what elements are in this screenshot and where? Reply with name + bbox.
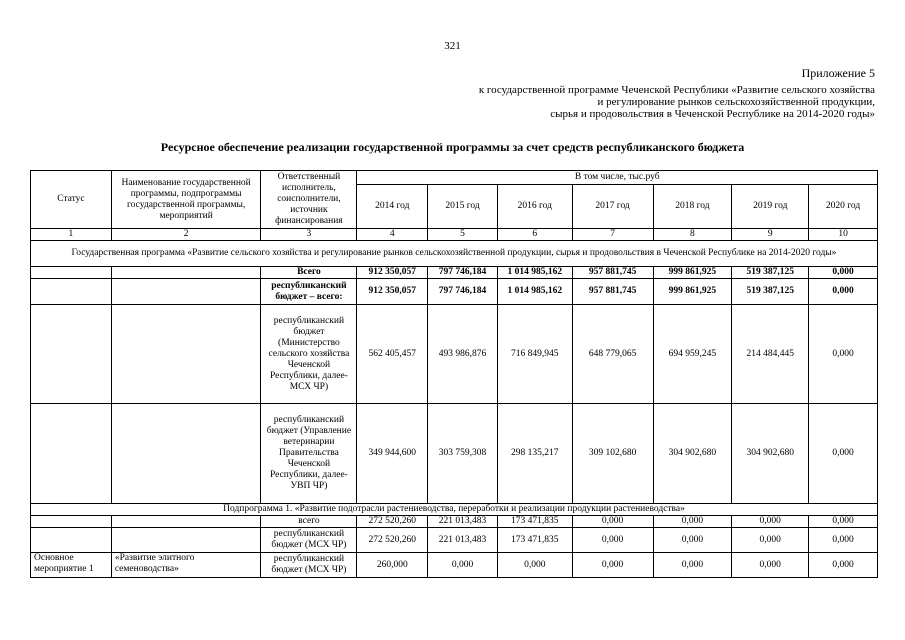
value-cell: 0,000: [809, 528, 878, 553]
header-executor: Ответственный исполнитель, соисполнители, источник финансирования: [261, 171, 357, 229]
value-cell: 0,000: [653, 553, 732, 578]
header-year: 2015 год: [428, 185, 498, 229]
value-cell: 0,000: [732, 528, 809, 553]
value-cell: 0,000: [428, 553, 498, 578]
value-cell: 716 849,945: [497, 305, 572, 404]
column-number: 6: [497, 229, 572, 241]
value-cell: 957 881,745: [572, 279, 653, 305]
value-cell: 260,000: [357, 553, 428, 578]
value-cell: 0,000: [653, 516, 732, 528]
header-year: 2018 год: [653, 185, 732, 229]
name-cell: [111, 516, 261, 528]
header-year: 2017 год: [572, 185, 653, 229]
status-cell: [31, 279, 112, 305]
source-cell: Всего: [261, 267, 357, 279]
value-cell: 309 102,680: [572, 404, 653, 504]
value-cell: 0,000: [572, 553, 653, 578]
table-row: [31, 516, 878, 528]
table-row: [31, 528, 878, 553]
value-cell: 0,000: [809, 553, 878, 578]
status-cell: [31, 267, 112, 279]
column-number: 1: [31, 229, 112, 241]
value-cell: 0,000: [809, 404, 878, 504]
name-cell: [111, 305, 261, 404]
value-cell: 0,000: [809, 305, 878, 404]
column-number: 3: [261, 229, 357, 241]
value-cell: 304 902,680: [653, 404, 732, 504]
appendix-description: [479, 84, 875, 120]
program-header: Государственная программа «Развитие сельского хозяйства и регулирование рынков сельскохозяйственной продукции, сырья и продовольствия в Чеченской Республике на 2014-2020 годы»: [31, 241, 878, 267]
header-year: 2014 год: [357, 185, 428, 229]
value-cell: 957 881,745: [572, 267, 653, 279]
value-cell: 648 779,065: [572, 305, 653, 404]
source-cell: республиканский бюджет (Управление ветеринарии Правительства Чеченской Республики, далее-УВП ЧР): [261, 404, 357, 504]
document-title: Ресурсное обеспечение реализации государственной программы за счет средств республиканского бюджета: [160, 140, 745, 154]
value-cell: 272 520,260: [357, 516, 428, 528]
status-cell: Основное мероприятие 1: [31, 553, 112, 578]
header-name: Наименование государственной программы, подпрограммы государственной программы, мероприятий: [111, 171, 261, 229]
value-cell: 349 944,600: [357, 404, 428, 504]
header-year: 2020 год: [809, 185, 878, 229]
column-number: 5: [428, 229, 498, 241]
value-cell: 0,000: [572, 516, 653, 528]
value-cell: 519 387,125: [732, 267, 809, 279]
value-cell: 304 902,680: [732, 404, 809, 504]
table-row: [31, 279, 878, 305]
source-cell: республиканский бюджет (МСХ ЧР): [261, 528, 357, 553]
page-number: 321: [444, 40, 461, 52]
value-cell: 0,000: [572, 528, 653, 553]
value-cell: 0,000: [809, 267, 878, 279]
column-number: 2: [111, 229, 261, 241]
name-cell: «Развитие элитного семеноводства»: [111, 553, 261, 578]
value-cell: 173 471,835: [497, 516, 572, 528]
status-cell: [31, 404, 112, 504]
value-cell: 0,000: [809, 516, 878, 528]
name-cell: [111, 528, 261, 553]
value-cell: 1 014 985,162: [497, 267, 572, 279]
value-cell: 303 759,308: [428, 404, 498, 504]
value-cell: 912 350,057: [357, 279, 428, 305]
header-year: 2019 год: [732, 185, 809, 229]
value-cell: 0,000: [732, 516, 809, 528]
value-cell: 912 350,057: [357, 267, 428, 279]
appendix-line: и регулирование рынков сельскохозяйственной продукции,: [597, 96, 875, 108]
table-row: [31, 404, 878, 504]
value-cell: 272 520,260: [357, 528, 428, 553]
value-cell: 0,000: [497, 553, 572, 578]
table-row: [31, 553, 878, 578]
header-status: Статус: [31, 171, 112, 229]
name-cell: [111, 267, 261, 279]
column-number: 4: [357, 229, 428, 241]
value-cell: 797 746,184: [428, 267, 498, 279]
value-cell: 519 387,125: [732, 279, 809, 305]
table-row: [31, 305, 878, 404]
value-cell: 221 013,483: [428, 516, 498, 528]
header-group: В том числе, тыс.руб: [357, 171, 878, 185]
value-cell: 694 959,245: [653, 305, 732, 404]
value-cell: 214 484,445: [732, 305, 809, 404]
status-cell: [31, 516, 112, 528]
subprogram-header: Подпрограмма 1. «Развитие подотрасли растениеводства, переработки и реализации продукции растениеводства»: [31, 504, 878, 516]
value-cell: 1 014 985,162: [497, 279, 572, 305]
column-number: 7: [572, 229, 653, 241]
value-cell: 797 746,184: [428, 279, 498, 305]
resource-table: [30, 170, 878, 578]
value-cell: 999 861,925: [653, 267, 732, 279]
value-cell: 173 471,835: [497, 528, 572, 553]
name-cell: [111, 279, 261, 305]
status-cell: [31, 528, 112, 553]
source-cell: республиканский бюджет (Министерство сельского хозяйства Чеченской Республики, далее-МСХ ЧР): [261, 305, 357, 404]
value-cell: 493 986,876: [428, 305, 498, 404]
value-cell: 221 013,483: [428, 528, 498, 553]
value-cell: 0,000: [732, 553, 809, 578]
column-number: 9: [732, 229, 809, 241]
column-number: 10: [809, 229, 878, 241]
appendix-title: Приложение 5: [801, 66, 875, 80]
table-row: [31, 267, 878, 279]
name-cell: [111, 404, 261, 504]
status-cell: [31, 305, 112, 404]
source-cell: республиканский бюджет (МСХ ЧР): [261, 553, 357, 578]
value-cell: 298 135,217: [497, 404, 572, 504]
header-year: 2016 год: [497, 185, 572, 229]
value-cell: 0,000: [809, 279, 878, 305]
value-cell: 562 405,457: [357, 305, 428, 404]
source-cell: республиканский бюджет – всего:: [261, 279, 357, 305]
appendix-line: сырья и продовольствия в Чеченской Республике на 2014-2020 годы»: [550, 108, 875, 120]
appendix-line: к государственной программе Чеченской Республики «Развитие сельского хозяйства: [478, 84, 875, 96]
column-number: 8: [653, 229, 732, 241]
column-number-row: [31, 229, 878, 241]
source-cell: всего: [261, 516, 357, 528]
value-cell: 999 861,925: [653, 279, 732, 305]
value-cell: 0,000: [653, 528, 732, 553]
